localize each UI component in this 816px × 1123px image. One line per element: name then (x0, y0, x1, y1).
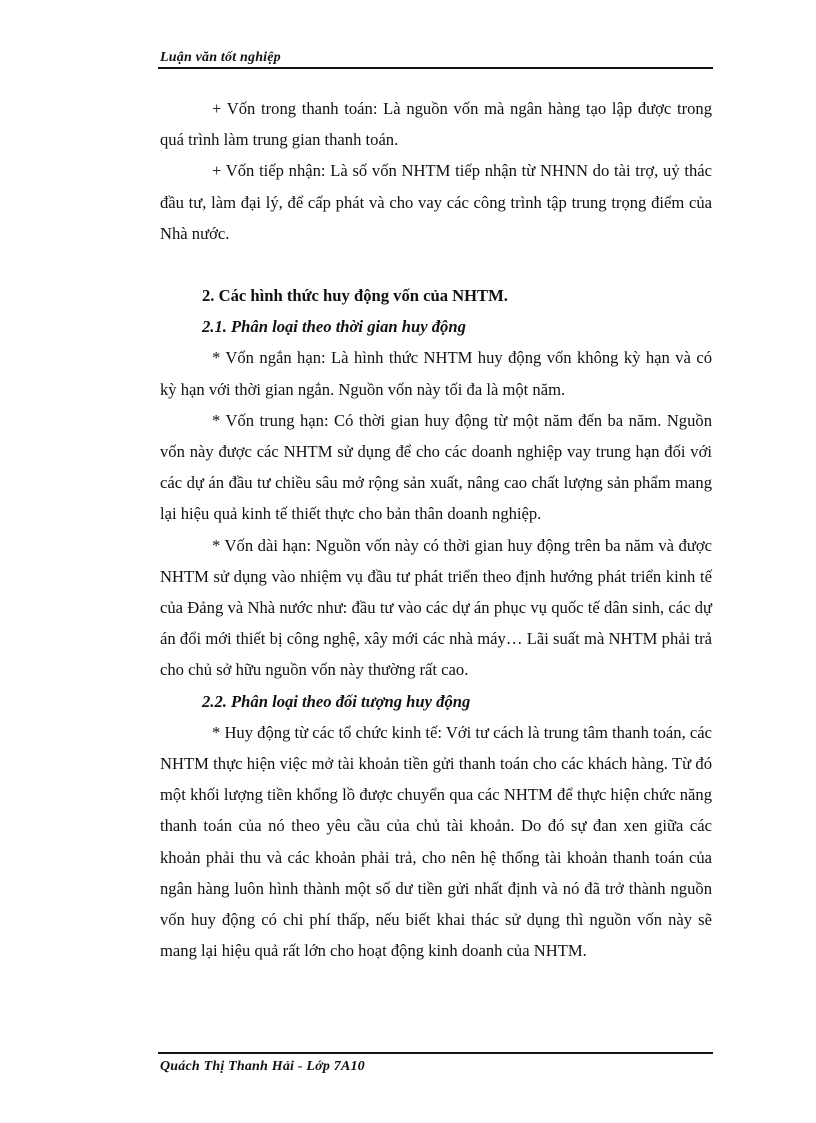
paragraph-von-thanh-toan: + Vốn trong thanh toán: Là nguồn vốn mà ngân hàng tạo lập được trong quá trình làm trung gian thanh toán. (160, 99, 712, 150)
document-body (160, 93, 712, 966)
page-footer-author: Quách Thị Thanh Hải - Lớp 7A10 (160, 1059, 365, 1074)
paragraph-to-chuc-kinh-te: * Huy động từ các tổ chức kinh tế: Với tư cách là trung tâm thanh toán, các NHTM thực hiện việc mở tài khoản tiền gửi thanh toán cho các khách hàng. Từ đó một khối lượng tiền khổng lồ được chuyển qua các NHTM để thực hiện chức năng thanh toán của nó theo yêu cầu của chủ tài khoản. Do đó sự đan xen giữa các khoản phải thu và các khoản phải trả, cho nên hệ thống tài khoản thanh toán của ngân hàng luôn hình thành một số dư tiền gửi nhất định và nó đã trở thành nguồn vốn huy động có chi phí thấp, nếu biết khai thác sử dụng thì nguồn vốn này sẽ mang lại hiệu quả rất lớn cho hoạt động kinh doanh của NHTM. (160, 722, 712, 961)
section-heading: 2. Các hình thức huy động vốn của NHTM. (202, 286, 508, 306)
header-rule (158, 67, 713, 69)
subsection-heading-2-2: 2.2. Phân loại theo đối tượng huy động (202, 691, 471, 711)
spacer (160, 249, 712, 280)
footer-rule (158, 1052, 713, 1054)
paragraph-von-tiep-nhan: + Vốn tiếp nhận: Là số vốn NHTM tiếp nhận từ NHNN do tài trợ, uỷ thác đầu tư, làm đại lý, để cấp phát và cho vay các công trình tập trung trọng điểm của Nhà nước. (160, 161, 712, 243)
page-header-title: Luận văn tốt nghiệp (160, 50, 281, 65)
subsection-heading-2-1: 2.1. Phân loại theo thời gian huy động (202, 317, 466, 337)
paragraph-von-trung-han: * Vốn trung hạn: Có thời gian huy động từ một năm đến ba năm. Nguồn vốn này được các NHTM sử dụng để cho các doanh nghiệp vay trung hạn đối với các dự án đầu tư chiều sâu mở rộng sản xuất, nâng cao chất lượng sản phẩm mang lại hiệu quả kinh tế thiết thực cho bản thân doanh nghiệp. (160, 410, 712, 524)
paragraph-von-ngan-han: * Vốn ngắn hạn: Là hình thức NHTM huy động vốn không kỳ hạn và có kỳ hạn với thời gian ngắn. Nguồn vốn này tối đa là một năm. (160, 348, 712, 399)
paragraph-von-dai-han: * Vốn dài hạn: Nguồn vốn này có thời gian huy động trên ba năm và được NHTM sử dụng vào nhiệm vụ đầu tư phát triển theo định hướng phát triển kinh tế của Đảng và Nhà nước như: đầu tư vào các dự án phục vụ quốc tế dân sinh, các dự án đổi mới thiết bị công nghệ, xây mới các nhà máy… Lãi suất mà NHTM phải trả cho chủ sở hữu nguồn vốn này thường rất cao. (160, 535, 712, 680)
